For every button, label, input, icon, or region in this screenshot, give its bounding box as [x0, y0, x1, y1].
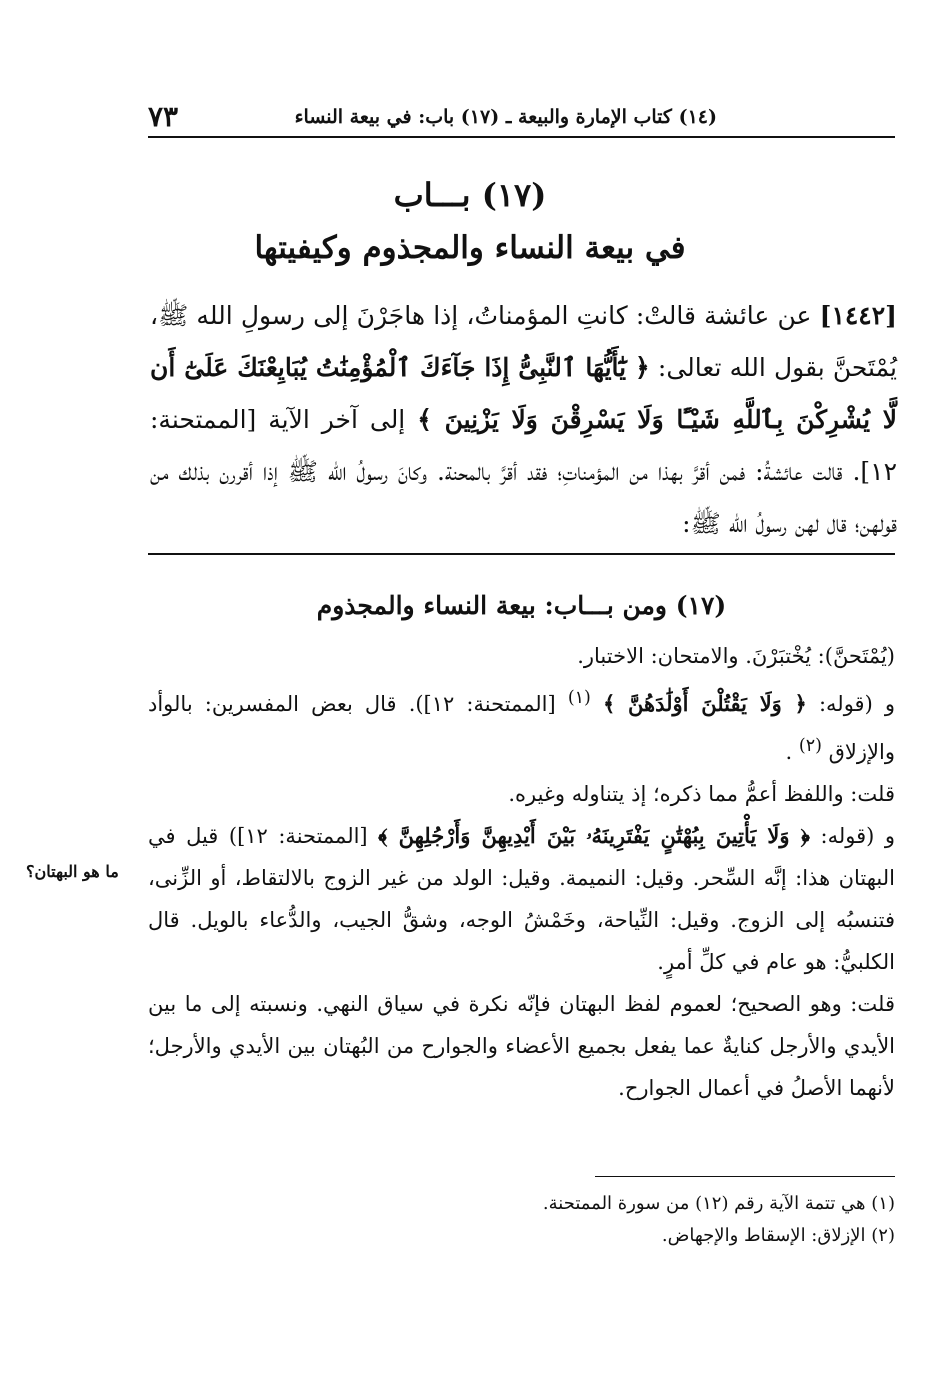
footnote-1: (١) هي تتمة الآية رقم (١٢) من سورة الممتحنة.	[542, 1193, 895, 1214]
quran-verse-inline: ﴿ وَلَا يَأْتِينَ بِبُهْتَٰنٍ يَفْتَرِينَهُۥ بَيْنَ أَيْدِيهِنَّ وَأَرْجُلِهِنَّ ﴾	[378, 823, 810, 848]
chapter-title: في بيعة النساء والمجذوم وكيفيتها	[254, 230, 686, 266]
commentary-title: (١٧) ومن بـــاب: بيعة النساء والمجذوم	[316, 591, 727, 620]
commentary-paragraph-4	[148, 815, 895, 983]
commentary-paragraph-5: قلت: وهو الصحيح؛ لعموم لفظ البهتان فإنّه نكرة في سياق النهي. ونسبته إلى ما بين الأيدي والأرجل كنايةٌ عما يفعل بجميع الأعضاء والجوارح من البُهتان بين الأيدي والأرجل؛ لأنهما الأصلُ في أعمال الجوارح.	[148, 992, 895, 1100]
commentary-p4-start: و (قوله:	[809, 824, 895, 848]
footnote-2: (٢) الإزلاق: الإسقاط والإجهاض.	[661, 1225, 895, 1246]
hadith-text-part-2: إلى آخر الآية [الممتحنة: ١٢]. قالت عائشةُ: فمن أقرَّ بهذا من المؤمناتِ؛ فقد أقرَّ بالمحنة. وكانَ رسولُ الله ﷺ إذا أقررن بذلك من قولهن؛ قال لهن رسولُ الله ﷺ:	[150, 405, 897, 538]
footnote-divider	[595, 1176, 895, 1177]
footnotes	[148, 1188, 895, 1252]
commentary-p2-rest: [الممتحنة: ١٢]). قال بعض المفسرين: بالوأد والإزلاق	[148, 692, 895, 764]
running-header	[148, 100, 895, 138]
commentary-p2-start: و (قوله:	[806, 692, 896, 716]
commentary-section	[148, 585, 895, 1109]
page-number: ٧٣	[148, 100, 179, 133]
hadith-text	[150, 290, 897, 550]
quran-verse: ﴿ يَٰٓأَيُّهَا ٱلنَّبِىُّ إِذَا جَآءَكَ ٱلْمُؤْمِنَٰتُ يُبَايِعْنَكَ عَلَىٰٓ أَن لَّا يُشْرِكْنَ بِٱللَّهِ شَيْـًٔا وَلَا يَسْرِقْنَ وَلَا يَزْنِينَ ﴾	[150, 353, 898, 434]
commentary-paragraph-1: (يُمْتَحنَّ): يُخْتبَرْنَ. والامتحان: الاختبار.	[577, 644, 895, 668]
footnote-ref-2[interactable]: (٢)	[798, 736, 822, 756]
section-divider	[148, 553, 895, 555]
hadith-number: [١٤٤٢]	[819, 301, 898, 330]
quran-verse-inline: ﴿ وَلَا يَقْتُلْنَ أَوْلَٰدَهُنَّ ﴾	[602, 691, 807, 716]
footnote-ref-1[interactable]: (١)	[567, 688, 591, 708]
chapter-heading: (١٧) بـــاب	[393, 176, 547, 214]
commentary-paragraph-2	[148, 677, 895, 773]
margin-note: ما هو البهتان؟	[26, 862, 119, 881]
commentary-paragraph-3: قلت: واللفظ أعمُّ مما ذكره؛ إذ يتناوله وغيره.	[508, 782, 895, 806]
commentary-p2-end: .	[785, 740, 793, 764]
commentary-p4-rest: [الممتحنة: ١٢]) قيل في البهتان هذا: إنَّه السِّحر. وقيل: النميمة. وقيل: الولد من غير الزوج بالالتقاط، أو الزِّنى، فتنسبُه إلى الزوج. وقيل: النِّياحة، وخَمْشُ الوجه، وشقُّ الجيب، والدُّعاء بالويل. قال الكلبيُّ: هو عام في كلِّ أمرٍ.	[148, 824, 895, 974]
hadith-paragraph	[150, 290, 897, 550]
hadith-text-part-1: عن عائشة قالتْ: كانتِ المؤمناتُ، إذا هاجَرْنَ إلى رسولِ الله ﷺ، يُمْتَحنَّ بقول الله تعالى:	[150, 301, 898, 382]
running-title: (١٤) كتاب الإمارة والبيعة ـ (١٧) باب: في بيعة النساء	[294, 106, 717, 128]
chapter-heading-block	[0, 170, 940, 276]
